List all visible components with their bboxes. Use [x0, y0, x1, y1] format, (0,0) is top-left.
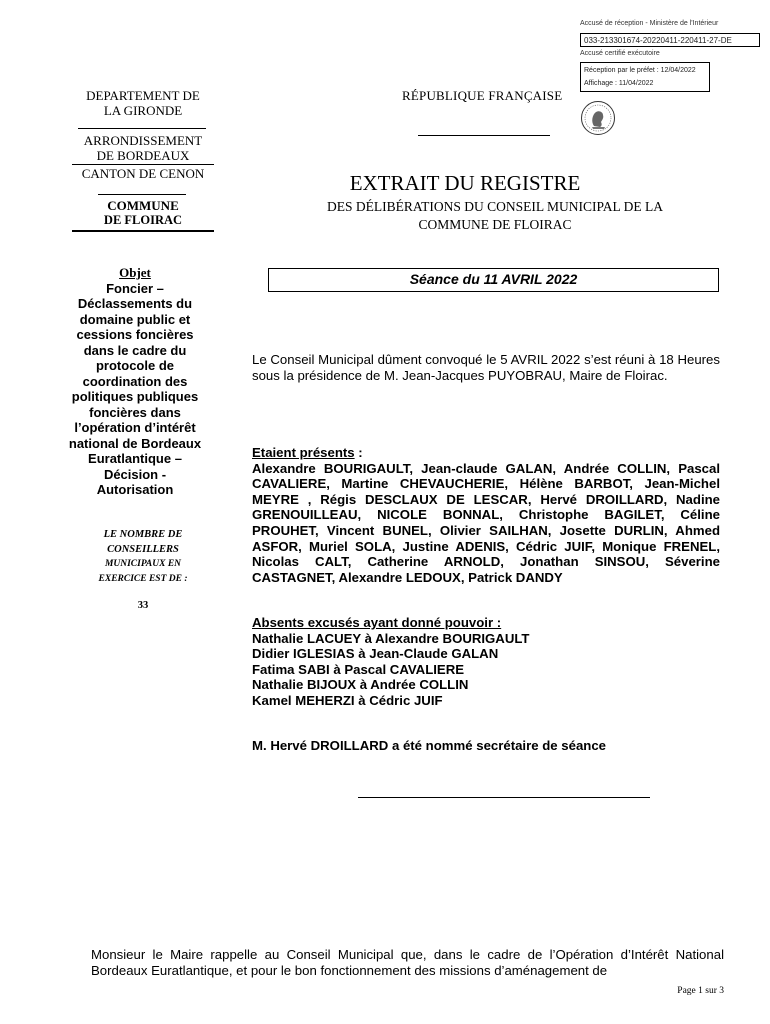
- page-number: Page 1 sur 3: [677, 986, 724, 996]
- intro-paragraph: Le Conseil Municipal dûment convoqué le 5 AVRIL 2022 s’est réuni à 18 Heures sous la présidence de M. Jean-Jacques PUYOBRAU, Maire de Floirac.: [252, 352, 720, 383]
- commune-line-1: COMMUNE: [107, 198, 179, 213]
- subtitle-line-2: COMMUNE DE FLOIRAC: [418, 217, 572, 232]
- presents-colon: :: [354, 445, 363, 460]
- secretaire-line: M. Hervé DROILLARD a été nommé secrétaire de séance: [252, 738, 607, 753]
- presents-heading: [252, 445, 720, 461]
- arrondissement: [70, 133, 216, 163]
- objet-line: dans le cadre du: [83, 342, 187, 358]
- objet-line: Euratlantique –: [88, 451, 182, 466]
- nombre-line: LE NOMBRE DE: [103, 529, 183, 540]
- presents-label: Etaient présents: [252, 445, 355, 460]
- objet-line: cessions foncières: [76, 327, 194, 342]
- objet-line: domaine public et: [79, 311, 191, 327]
- absents-section: [252, 615, 720, 709]
- nombre-line: MUNICIPAUX EN: [104, 559, 182, 569]
- canton: CANTON DE CENON: [81, 166, 205, 181]
- objet-line: Autorisation: [96, 482, 174, 497]
- stamp-reception-date: Réception par le préfet : 12/04/2022: [584, 67, 696, 74]
- divider: [98, 194, 186, 195]
- divider: [78, 128, 206, 129]
- objet-line: politiques publiques: [71, 389, 199, 404]
- divider: [72, 164, 214, 165]
- objet-line: national de Bordeaux: [68, 435, 202, 451]
- objet-block: [60, 265, 210, 498]
- departement: [70, 88, 216, 118]
- objet-title: Objet: [119, 265, 151, 280]
- objet-line: coordination des: [82, 373, 188, 389]
- seance-date-box: Séance du 11 AVRIL 2022: [268, 268, 719, 292]
- departement-line-2: LA GIRONDE: [103, 103, 183, 118]
- divider: [418, 135, 550, 136]
- nombre-conseillers: [70, 528, 216, 586]
- objet-line: foncières dans: [89, 404, 181, 420]
- stamp-dates-box: [580, 62, 710, 92]
- presents-section: [252, 445, 720, 585]
- objet-line: protocole de: [95, 358, 174, 373]
- nombre-conseillers-value: 33: [137, 600, 149, 611]
- absent-item: Didier IGLESIAS à Jean-Claude GALAN: [252, 646, 499, 662]
- stamp-affichage-date: Affichage : 11/04/2022: [584, 80, 654, 87]
- stamp-certified: Accusé certifié exécutoire: [580, 50, 660, 57]
- document-subtitle: [290, 198, 700, 234]
- divider: [358, 797, 650, 798]
- divider: [72, 230, 214, 232]
- document-title: EXTRAIT DU REGISTRE: [349, 171, 581, 195]
- stamp-header: Accusé de réception - Ministère de l'Intérieur: [580, 20, 719, 27]
- bottom-paragraph: Monsieur le Maire rappelle au Conseil Municipal que, dans le cadre de l’Opération d’Intérêt National Bordeaux Euratlantique, et pour le bon fonctionnement des missions d’aménagement de: [91, 947, 724, 978]
- presents-list: Alexandre BOURIGAULT, Jean-claude GALAN, Andrée COLLIN, Pascal CAVALIERE, Martine CHEVAUCHERIE, Hélène BARBOT, Jean-Michel MEYRE , Régis DESCLAUX DE LESCAR, Hervé DROILLARD, Nadine GRENOUILLEAU, NICOLE BONNAL, Christophe BAGILET, Céline PROUHET, Vincent BUNEL, Olivier SAILHAN, Josette DURLIN, Ahmed ASFOR, Muriel SOLA, Justine ADENIS, Cédric JUIF, Monique FRENEL, Nicolas CALT, Catherine ARNOLD, Jonathan SINSOU, Séverine CASTAGNET, Alexandre LEDOUX, Patrick DANDY: [252, 460, 720, 585]
- republique-francaise: RÉPUBLIQUE FRANÇAISE: [402, 88, 563, 103]
- arrondissement-line-2: DE BORDEAUX: [96, 148, 190, 163]
- objet-line: Foncier –: [106, 280, 164, 296]
- absents-heading: Absents excusés ayant donné pouvoir :: [252, 615, 502, 630]
- stamp-reference: 033-213301674-20220411-220411-27-DE: [580, 33, 760, 47]
- nombre-line: CONSEILLERS: [107, 543, 179, 555]
- subtitle-line-1: DES DÉLIBÉRATIONS DU CONSEIL MUNICIPAL DE LA: [327, 199, 663, 214]
- commune-line-2: DE FLOIRAC: [103, 213, 183, 227]
- nombre-line: EXERCICE EST DE :: [98, 573, 188, 584]
- objet-line: Décision -: [103, 466, 167, 482]
- absent-item: Nathalie BIJOUX à Andrée COLLIN: [252, 677, 469, 693]
- arrondissement-line-1: ARRONDISSEMENT: [83, 133, 203, 148]
- departement-line-1: DEPARTEMENT DE: [86, 88, 200, 103]
- marianne-seal-icon: [580, 100, 616, 136]
- absent-item: Fatima SABI à Pascal CAVALIERE: [252, 661, 465, 677]
- absent-item: Kamel MEHERZI à Cédric JUIF: [252, 692, 443, 708]
- absent-item: Nathalie LACUEY à Alexandre BOURIGAULT: [252, 630, 530, 646]
- objet-line: l’opération d’intérêt: [74, 420, 196, 435]
- objet-line: Déclassements du: [77, 296, 193, 311]
- commune: [70, 198, 216, 228]
